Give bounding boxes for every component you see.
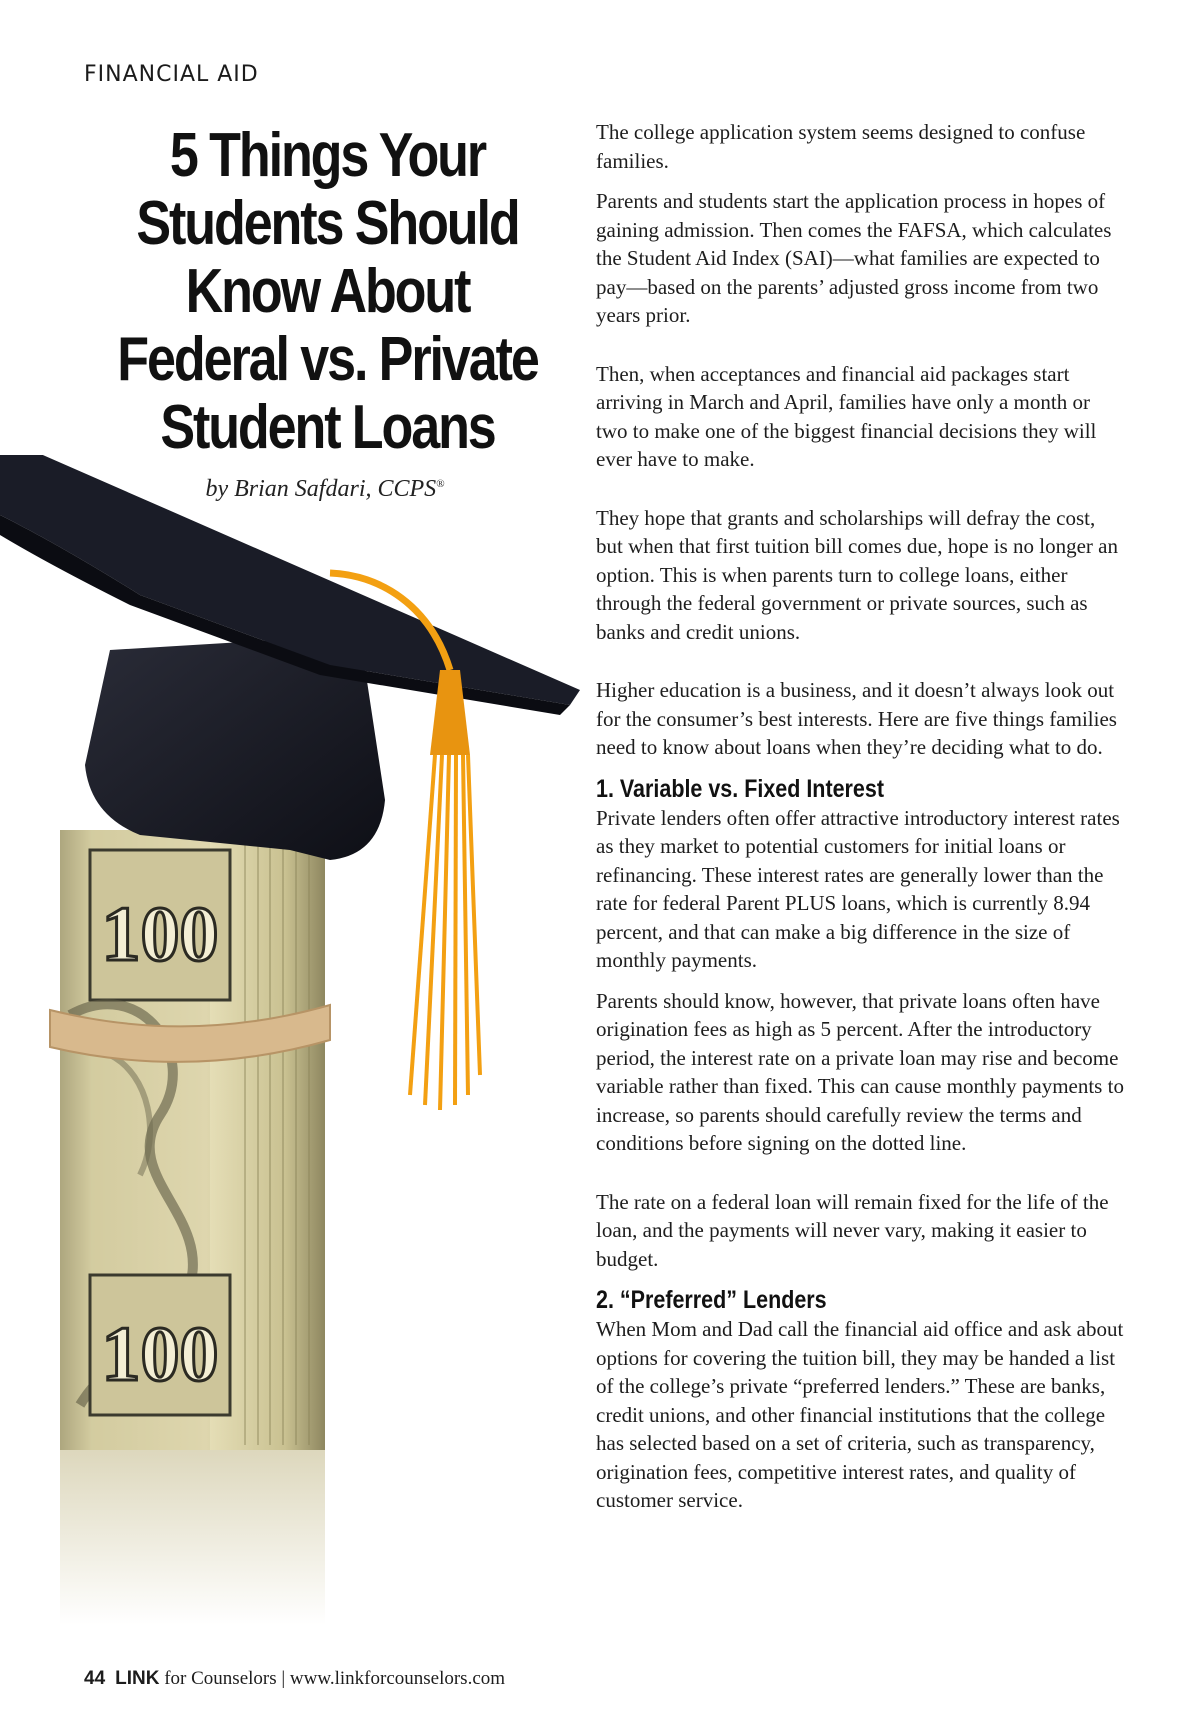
section-1-paragraph: Private lenders often offer attractive introductory interest rates as they market to potential customers for initial loans or refinancing. These interest rates are generally lower than the rate for federal Parent PLUS loans, which is currently 8.94 percent, and that can make a big difference in the size of monthly payments. — [596, 805, 1120, 972]
bill-numeral-top: 100 — [101, 890, 219, 977]
intro-paragraph: Parents and students start the application process in hopes of gaining admission. Then comes the FAFSA, which calculates the Student Aid Index (SAI)—what families are expected to pay—based on the parents’ adjusted gross income from two years prior. — [596, 189, 1112, 327]
footer-brand: LINK — [115, 1668, 160, 1689]
section-2-paragraph: When Mom and Dad call the financial aid office and ask about options for covering the tuition bill, they may be handed a list of the college’s private “preferred lenders.” These are banks, credit unions, and other financial institutions that the college has selected based on a set of criteria, such as transparency, origination fees, competitive interest rates, and quality of customer service. — [596, 1317, 1124, 1512]
section-1-heading: 1. Variable vs. Fixed Interest — [596, 774, 885, 803]
tassel-strands — [410, 755, 480, 1110]
intro-paragraph: The college application system seems designed to confuse families. — [596, 120, 1086, 173]
section-label: FINANCIAL AID — [84, 62, 259, 87]
article-body — [596, 118, 1126, 1527]
article-headline: 5 Things Your Students Should Know About Federal vs. Private Student Loans — [117, 121, 538, 462]
page-number: 44 — [84, 1668, 106, 1689]
intro-paragraph: They hope that grants and scholarships will defray the cost, but when that first tuition bill comes due, hope is no longer an option. This is when parents turn to college loans, either through the federal government or private sources, such as banks and credit unions. — [596, 505, 1118, 644]
section-1-paragraph: Parents should know, however, that private loans often have origination fees as high as 5 percent. After the introductory period, the interest rate on a private loan may rise and become variable rather than fixed. This can cause monthly payments to increase, so parents should carefully review the terms and conditions before signing on the dotted line. — [596, 988, 1124, 1155]
intro-paragraph: Then, when acceptances and financial aid packages start arriving in March and April, families have only a month or two to make one of the biggest financial decisions they will ever have to make. — [596, 361, 1097, 471]
page-footer — [84, 1668, 505, 1690]
bill-numeral-bottom: 100 — [101, 1310, 219, 1397]
money-roll — [50, 830, 330, 1625]
intro-paragraph: Higher education is a business, and it doesn’t always look out for the consumer’s best interests. Here are five things families need to know about loans when they’re deciding what to do. — [596, 678, 1117, 759]
byline-text: by Brian Safdari, CCPS — [205, 476, 437, 502]
byline-registered-mark: ® — [436, 478, 445, 490]
graduation-cap-money-photo — [0, 455, 590, 1625]
section-1-paragraph: The rate on a federal loan will remain fixed for the life of the loan, and the payments will never vary, making it easier to budget. — [596, 1189, 1109, 1271]
section-2-heading: 2. “Preferred” Lenders — [596, 1286, 827, 1314]
footer-text: for Counselors | www.linkforcounselors.com — [164, 1668, 506, 1689]
